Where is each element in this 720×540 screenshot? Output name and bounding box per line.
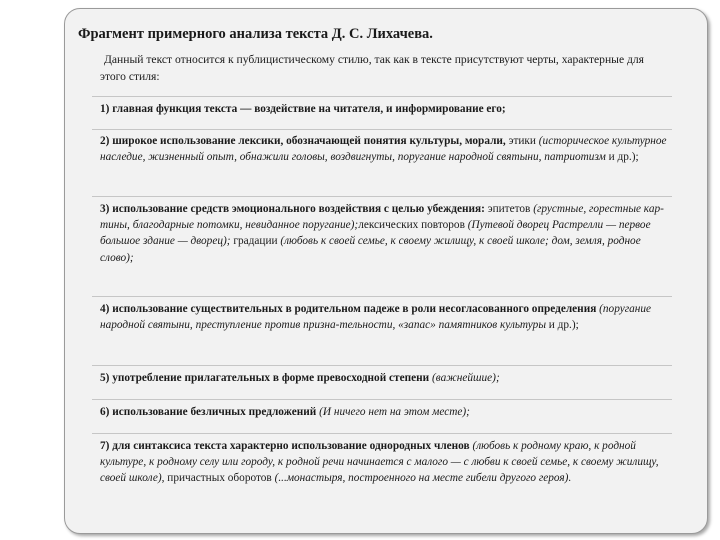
item-3-lead: 3) использование средств эмоционального воздействия с целью убеждения: — [100, 203, 485, 215]
item-7-examples: (любовь к родному краю, к родной культуре, к родному селу или городу, к родной речи начинается с малого — с любви к своей семье, к своему жилищу, своей школе), — [100, 440, 659, 485]
item-2-text: этики — [505, 135, 539, 147]
item-4-text: и др.); — [545, 319, 579, 332]
item-5-examples: (важнейшие); — [429, 372, 500, 384]
divider — [92, 433, 672, 434]
divider — [92, 399, 672, 400]
list-item-5 — [100, 370, 672, 386]
item-7-text: причастных оборотов — [164, 472, 275, 485]
list-item-1 — [100, 101, 672, 117]
item-3-examples-2: (Путевой дворец Растрелли — первое большое здание — дворец); — [100, 219, 651, 248]
item-4-examples: (поругание народной святыни, преступление против призна-тельности, «запас» памятников культуры — [100, 303, 652, 332]
list-item-2 — [100, 133, 672, 165]
item-3-text-2: лексических повторов — [358, 219, 468, 232]
divider — [92, 296, 672, 297]
divider — [92, 129, 672, 130]
list-item-4 — [100, 301, 672, 333]
divider — [92, 365, 672, 366]
item-2-examples: (историческое культурное наследие, жизненный опыт, обнажили головы, воздвигнуты, поругание народной святыни, патриотизм — [100, 135, 667, 164]
item-3-examples-3: (любовь к своей семье, к своему жилищу, к своей школе; дом, земля, родное слово); — [100, 235, 641, 264]
item-2-lead: 2) широкое использование лексики, обозначающей понятия культуры, морали, — [100, 135, 506, 147]
intro-paragraph: Данный текст относится к публицистическому стилю, так как в тексте присутствуют черты, характерные для этого стиля: — [100, 53, 645, 83]
slide-title: Фрагмент примерного анализа текста Д. С. Лихачева. — [78, 26, 433, 42]
item-6-examples: (И ничего нет на этом месте); — [316, 406, 470, 418]
item-4-lead: 4) использование существительных в родительном падеже в роли несогласованного определения — [100, 303, 597, 315]
item-3-text: эпитетов — [484, 203, 534, 215]
item-7-lead: 7) для синтаксиса текста характерно использование однородных членов — [100, 440, 470, 452]
divider — [92, 96, 672, 97]
item-3-examples: (грустные, горестные кар-тины, благодарные потомки, невиданное поругание); — [100, 203, 664, 232]
item-7-examples-2: (...монастыря, построенного на месте гибели другого героя). — [274, 472, 572, 485]
item-6-lead: 6) использование безличных предложений — [100, 406, 317, 418]
list-item-3 — [100, 201, 672, 266]
list-item-7 — [100, 438, 672, 487]
item-1-lead: 1) главная функция текста — воздействие на читателя, и информирование его; — [100, 103, 506, 115]
item-2-text-end: и др.); — [605, 151, 639, 164]
list-item-6 — [100, 404, 672, 420]
divider — [92, 196, 672, 197]
item-5-lead: 5) употребление прилагательных в форме превосходной степени — [100, 372, 430, 384]
item-3-text-3: градации — [230, 235, 281, 248]
